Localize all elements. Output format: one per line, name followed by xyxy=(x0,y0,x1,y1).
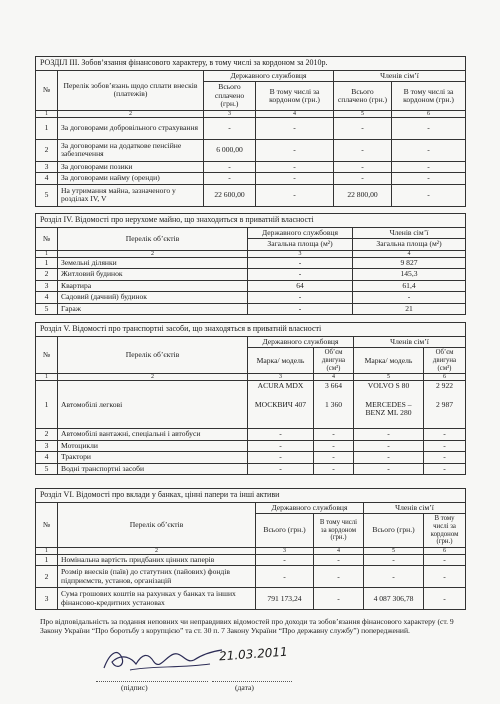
cell: - xyxy=(204,173,256,185)
cell: - xyxy=(248,463,314,475)
car-model: МОСКВИЧ 407 xyxy=(254,399,307,409)
cell: - xyxy=(424,463,466,475)
col-number: 3 xyxy=(248,374,314,381)
col-header-area: Загальна площа (м²) xyxy=(353,239,466,251)
cell: 9 827 xyxy=(353,257,466,269)
row-name: За договорами на додаткове пенсійне забезпечення xyxy=(58,139,204,161)
col-number: 5 xyxy=(334,110,392,117)
cell: - xyxy=(314,566,364,588)
row-name: На утримання майна, зазначеного у розділах IV, V xyxy=(58,184,204,206)
col-number: 1 xyxy=(36,374,58,381)
cell: - xyxy=(353,292,466,304)
cell: - xyxy=(314,588,364,610)
engine-volume: 2 987 xyxy=(435,399,454,409)
cell: - xyxy=(248,303,353,315)
table-row xyxy=(36,173,466,185)
row-no: 2 xyxy=(36,566,58,588)
cell: - xyxy=(424,452,466,464)
col-header-no: № xyxy=(36,336,58,373)
group-header-family: Членів сім’ї xyxy=(334,70,466,82)
table-row xyxy=(36,588,466,610)
col-header-volume: Об’єм двигуна (см³) xyxy=(424,348,466,374)
cell: - xyxy=(314,429,354,441)
col-number: 1 xyxy=(36,250,58,257)
col-header-name: Перелік зобов’язань щодо сплати внесків (платежів) xyxy=(58,70,204,110)
col-header-abroad: В тому числі за кордоном (грн.) xyxy=(314,514,364,547)
date-line xyxy=(212,681,292,682)
row-name: Автомобілі легкові xyxy=(58,381,248,429)
row-no: 3 xyxy=(36,161,58,173)
table-row xyxy=(36,161,466,173)
table-row xyxy=(36,452,466,464)
cell: 64 xyxy=(248,280,353,292)
cell: - xyxy=(334,173,392,185)
row-no: 2 xyxy=(36,429,58,441)
cell: 4 087 306,78 xyxy=(364,588,424,610)
col-header-no: № xyxy=(36,70,58,110)
table-row xyxy=(36,429,466,441)
cell: - xyxy=(424,554,466,566)
col-number: 4 xyxy=(353,250,466,257)
table-row xyxy=(36,292,466,304)
row-name: Житловий будинок xyxy=(58,269,248,281)
col-number: 5 xyxy=(364,547,424,554)
cell xyxy=(354,381,424,429)
col-number: 3 xyxy=(248,250,353,257)
table-row xyxy=(36,257,466,269)
section-6-table xyxy=(35,488,466,610)
cell: 22 600,00 xyxy=(204,184,256,206)
col-number: 2 xyxy=(58,250,248,257)
cell: - xyxy=(248,440,314,452)
cell: - xyxy=(364,566,424,588)
cell: - xyxy=(204,117,256,139)
table-row xyxy=(36,280,466,292)
row-name: Водні транспортні засоби xyxy=(58,463,248,475)
section-3-title: РОЗДІЛ ІІІ. Зобов’язання фінансового характеру, в тому числі за кордоном за 2010р. xyxy=(36,57,466,71)
cell: - xyxy=(256,566,314,588)
cell: 21 xyxy=(353,303,466,315)
cell xyxy=(248,381,314,429)
col-number: 6 xyxy=(392,110,466,117)
row-name: Трактори xyxy=(58,452,248,464)
col-number: 2 xyxy=(58,374,248,381)
date-label: (дата) xyxy=(235,683,254,692)
row-no: 1 xyxy=(36,257,58,269)
cell: - xyxy=(364,554,424,566)
section-5-table xyxy=(35,322,466,475)
section-4-table xyxy=(35,213,466,315)
engine-volume: 1 360 xyxy=(324,399,343,409)
col-number: 6 xyxy=(424,374,466,381)
col-number: 2 xyxy=(58,547,256,554)
cell: - xyxy=(392,117,466,139)
group-header-family: Членів сім’ї xyxy=(364,502,466,514)
cell xyxy=(424,381,466,429)
table-row xyxy=(36,440,466,452)
col-header-no: № xyxy=(36,227,58,250)
cell: - xyxy=(256,161,334,173)
row-name: Розмір внесків (паїв) до статутних (пайових) фондів підприємств, установ, організацій xyxy=(58,566,256,588)
signature-line xyxy=(96,681,208,682)
col-number: 1 xyxy=(36,547,58,554)
cell: - xyxy=(424,566,466,588)
row-no: 4 xyxy=(36,292,58,304)
col-number: 5 xyxy=(354,374,424,381)
cell: - xyxy=(354,440,424,452)
row-no: 2 xyxy=(36,139,58,161)
col-header-abroad: В тому числі за кордоном (грн.) xyxy=(392,82,466,111)
col-number: 4 xyxy=(314,547,364,554)
cell: - xyxy=(314,452,354,464)
cell: 22 800,00 xyxy=(334,184,392,206)
cell: - xyxy=(354,452,424,464)
row-no: 5 xyxy=(36,184,58,206)
car-model: MERCEDES – BENZ ML 280 xyxy=(365,399,412,418)
col-number: 3 xyxy=(204,110,256,117)
liability-notice: Про відповідальність за подання неповних чи неправдивих відомостей про доходи та зобов’язання фінансового характеру (ст. 9 Закону України “Про боротьбу з корупцією” та ст. 30 п. 7 Закону України “Про державну службу”) попереджений. xyxy=(40,617,454,636)
cell: - xyxy=(334,161,392,173)
table-row xyxy=(36,139,466,161)
row-name: Мотоцикли xyxy=(58,440,248,452)
cell: - xyxy=(248,452,314,464)
engine-volume: 2 922 xyxy=(435,381,454,391)
cell: - xyxy=(256,139,334,161)
car-model: ACURA MDX xyxy=(257,381,304,391)
cell: - xyxy=(256,184,334,206)
handwritten-date: 21.03.2011 xyxy=(218,644,289,664)
row-no: 5 xyxy=(36,463,58,475)
cell: - xyxy=(248,257,353,269)
cell: - xyxy=(248,429,314,441)
cell: - xyxy=(256,554,314,566)
col-number: 1 xyxy=(36,110,58,117)
cell: - xyxy=(248,269,353,281)
row-no: 1 xyxy=(36,554,58,566)
group-header-official: Державного службовця xyxy=(204,70,334,82)
col-header-model: Марка/ модель xyxy=(354,348,424,374)
row-name: Гараж xyxy=(58,303,248,315)
cell: - xyxy=(392,184,466,206)
cell: - xyxy=(392,139,466,161)
col-header-no: № xyxy=(36,502,58,547)
row-no: 3 xyxy=(36,280,58,292)
col-number: 4 xyxy=(314,374,354,381)
row-no: 1 xyxy=(36,381,58,429)
col-number: 6 xyxy=(424,547,466,554)
cell: 791 173,24 xyxy=(256,588,314,610)
row-no: 4 xyxy=(36,173,58,185)
signature-image xyxy=(100,644,230,674)
cell: - xyxy=(256,173,334,185)
cell: - xyxy=(392,161,466,173)
cell: 145,3 xyxy=(353,269,466,281)
row-no: 4 xyxy=(36,452,58,464)
signature-label: (підпис) xyxy=(121,683,148,692)
row-no: 3 xyxy=(36,588,58,610)
table-row xyxy=(36,554,466,566)
cell: - xyxy=(256,117,334,139)
row-name: За договорами найму (оренди) xyxy=(58,173,204,185)
col-header-area: Загальна площа (м²) xyxy=(248,239,353,251)
group-header-official: Державного службовця xyxy=(248,336,354,348)
row-no: 2 xyxy=(36,269,58,281)
section-6-title: Розділ VІ. Відомості про вклади у банках, цінні папери та інші активи xyxy=(36,489,466,503)
cell: 61,4 xyxy=(353,280,466,292)
group-header-official: Державного службовця xyxy=(256,502,364,514)
col-header-model: Марка/ модель xyxy=(248,348,314,374)
col-header-total: Всього (грн.) xyxy=(364,514,424,547)
cell: - xyxy=(334,117,392,139)
cell: 6 000,00 xyxy=(204,139,256,161)
cell: - xyxy=(392,173,466,185)
engine-volume: 3 664 xyxy=(324,381,343,391)
group-header-official: Державного службовця xyxy=(248,227,353,239)
cell: - xyxy=(248,292,353,304)
table-row xyxy=(36,381,466,429)
col-header-volume: Об’єм двигуна (см³) xyxy=(314,348,354,374)
row-name: Садовий (дачний) будинок xyxy=(58,292,248,304)
row-name: Квартира xyxy=(58,280,248,292)
cell: - xyxy=(424,588,466,610)
col-header-total: Всього сплачено (грн.) xyxy=(334,82,392,111)
section-3-table xyxy=(35,56,466,207)
col-header-total: Всього (грн.) xyxy=(256,514,314,547)
cell: - xyxy=(354,463,424,475)
table-row xyxy=(36,566,466,588)
row-name: Автомобілі вантажні, спеціальні і автобуси xyxy=(58,429,248,441)
row-name: Сума грошових коштів на рахунках у банках та інших фінансово-кредитних установах xyxy=(58,588,256,610)
cell: - xyxy=(354,429,424,441)
col-number: 4 xyxy=(256,110,334,117)
cell: - xyxy=(334,139,392,161)
row-name: Земельні ділянки xyxy=(58,257,248,269)
group-header-family: Членів сім’ї xyxy=(354,336,466,348)
table-row xyxy=(36,303,466,315)
cell: - xyxy=(314,440,354,452)
row-no: 5 xyxy=(36,303,58,315)
row-name: Номінальна вартість придбаних цінних паперів xyxy=(58,554,256,566)
table-row xyxy=(36,184,466,206)
col-number: 2 xyxy=(58,110,204,117)
col-header-abroad: В тому числі за кордоном (грн.) xyxy=(256,82,334,111)
section-5-title: Розділ V. Відомості про транспортні засоби, що знаходяться в приватній власності xyxy=(36,323,466,337)
table-row xyxy=(36,463,466,475)
cell: - xyxy=(424,440,466,452)
cell: - xyxy=(424,429,466,441)
col-header-name: Перелік об’єктів xyxy=(58,227,248,250)
row-name: За договорами позики xyxy=(58,161,204,173)
cell: - xyxy=(314,554,364,566)
col-header-total: Всього сплачено (грн.) xyxy=(204,82,256,111)
section-4-title: Розділ IV. Відомості про нерухоме майно, що знаходиться в приватній власності xyxy=(36,214,466,228)
group-header-family: Членів сім’ї xyxy=(353,227,466,239)
col-header-name: Перелік об’єктів xyxy=(58,336,248,373)
cell: - xyxy=(204,161,256,173)
cell: - xyxy=(314,463,354,475)
col-number: 3 xyxy=(256,547,314,554)
cell xyxy=(314,381,354,429)
row-no: 3 xyxy=(36,440,58,452)
row-no: 1 xyxy=(36,117,58,139)
col-header-abroad: В тому числі за кордоном (грн.) xyxy=(424,514,466,547)
car-model: VOLVO S 80 xyxy=(367,381,410,391)
table-row xyxy=(36,117,466,139)
row-name: За договорами добровільного страхування xyxy=(58,117,204,139)
col-header-name: Перелік об’єктів xyxy=(58,502,256,547)
table-row xyxy=(36,269,466,281)
